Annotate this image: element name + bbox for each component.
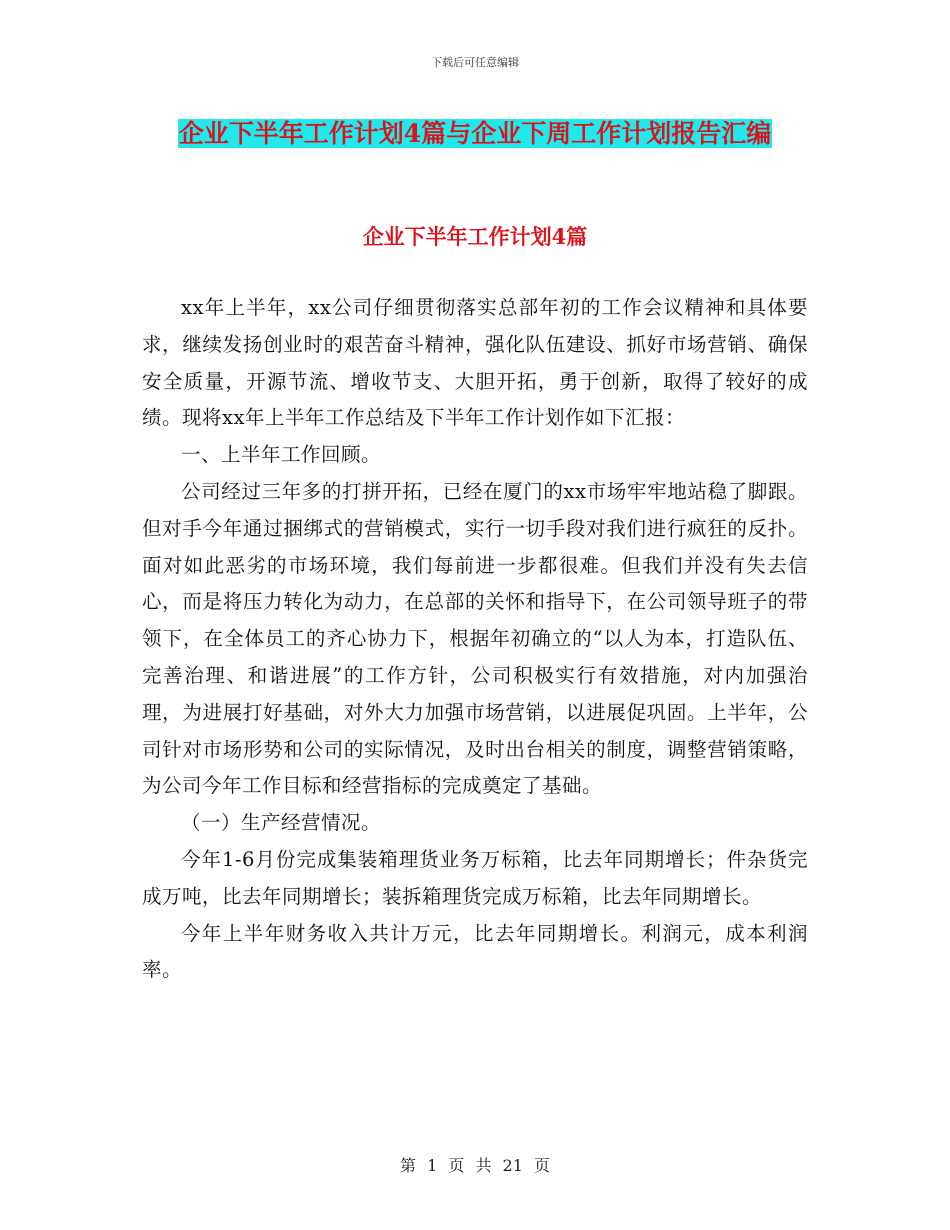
document-body [142, 290, 808, 989]
paragraph-finance: 今年上半年财务收入共计万元，比去年同期增长。利润元，成本利润率。 [142, 921, 808, 982]
section-title: 企业下半年工作计划4篇 [362, 224, 588, 249]
page-number: 第 1 页 共 21 页 [400, 1156, 550, 1175]
heading-review: 一、上半年工作回顾。 [181, 443, 382, 467]
paragraph-production: 今年1-6月份完成集装箱理货业务万标箱，比去年同期增长；件杂货完成万吨，比去年同期增长；装拆箱理货完成万标箱，比去年同期增长。 [142, 847, 808, 908]
document-title [142, 112, 808, 156]
paragraph-intro: xx年上半年，xx公司仔细贯彻落实总部年初的工作会议精神和具体要求，继续发扬创业时的艰苦奋斗精神，强化队伍建设、抓好市场营销、确保安全质量，开源节流、增收节支、大胆开拓，勇于创新，取得了较好的成绩。现将xx年上半年工作总结及下半年工作计划作如下汇报： [142, 296, 808, 430]
heading-production: （一）生产经营情况。 [181, 811, 382, 835]
page-header-note: 下载后可任意编辑 [431, 56, 519, 69]
paragraph-review: 公司经过三年多的打拼开拓，已经在厦门的xx市场牢牢地站稳了脚跟。但对手今年通过捆绑式的营销模式，实行一切手段对我们进行疯狂的反扑。面对如此恶劣的市场环境，我们每前进一步都很难。但我们并没有失去信心，而是将压力转化为动力，在总部的关怀和指导下，在公司领导班子的带领下，在全体员工的齐心协力下，根据年初确立的“以人为本，打造队伍、完善治理、和谐进展”的工作方针，公司积极实行有效措施，对内加强治理，为进展打好基础，对外大力加强市场营销，以进展促巩固。上半年，公司针对市场形势和公司的实际情况，及时出台相关的制度，调整营销策略，为公司今年工作目标和经营指标的完成奠定了基础。 [142, 479, 808, 798]
document-title-highlight: 企业下半年工作计划4篇与企业下周工作计划报告汇编 [178, 119, 772, 148]
